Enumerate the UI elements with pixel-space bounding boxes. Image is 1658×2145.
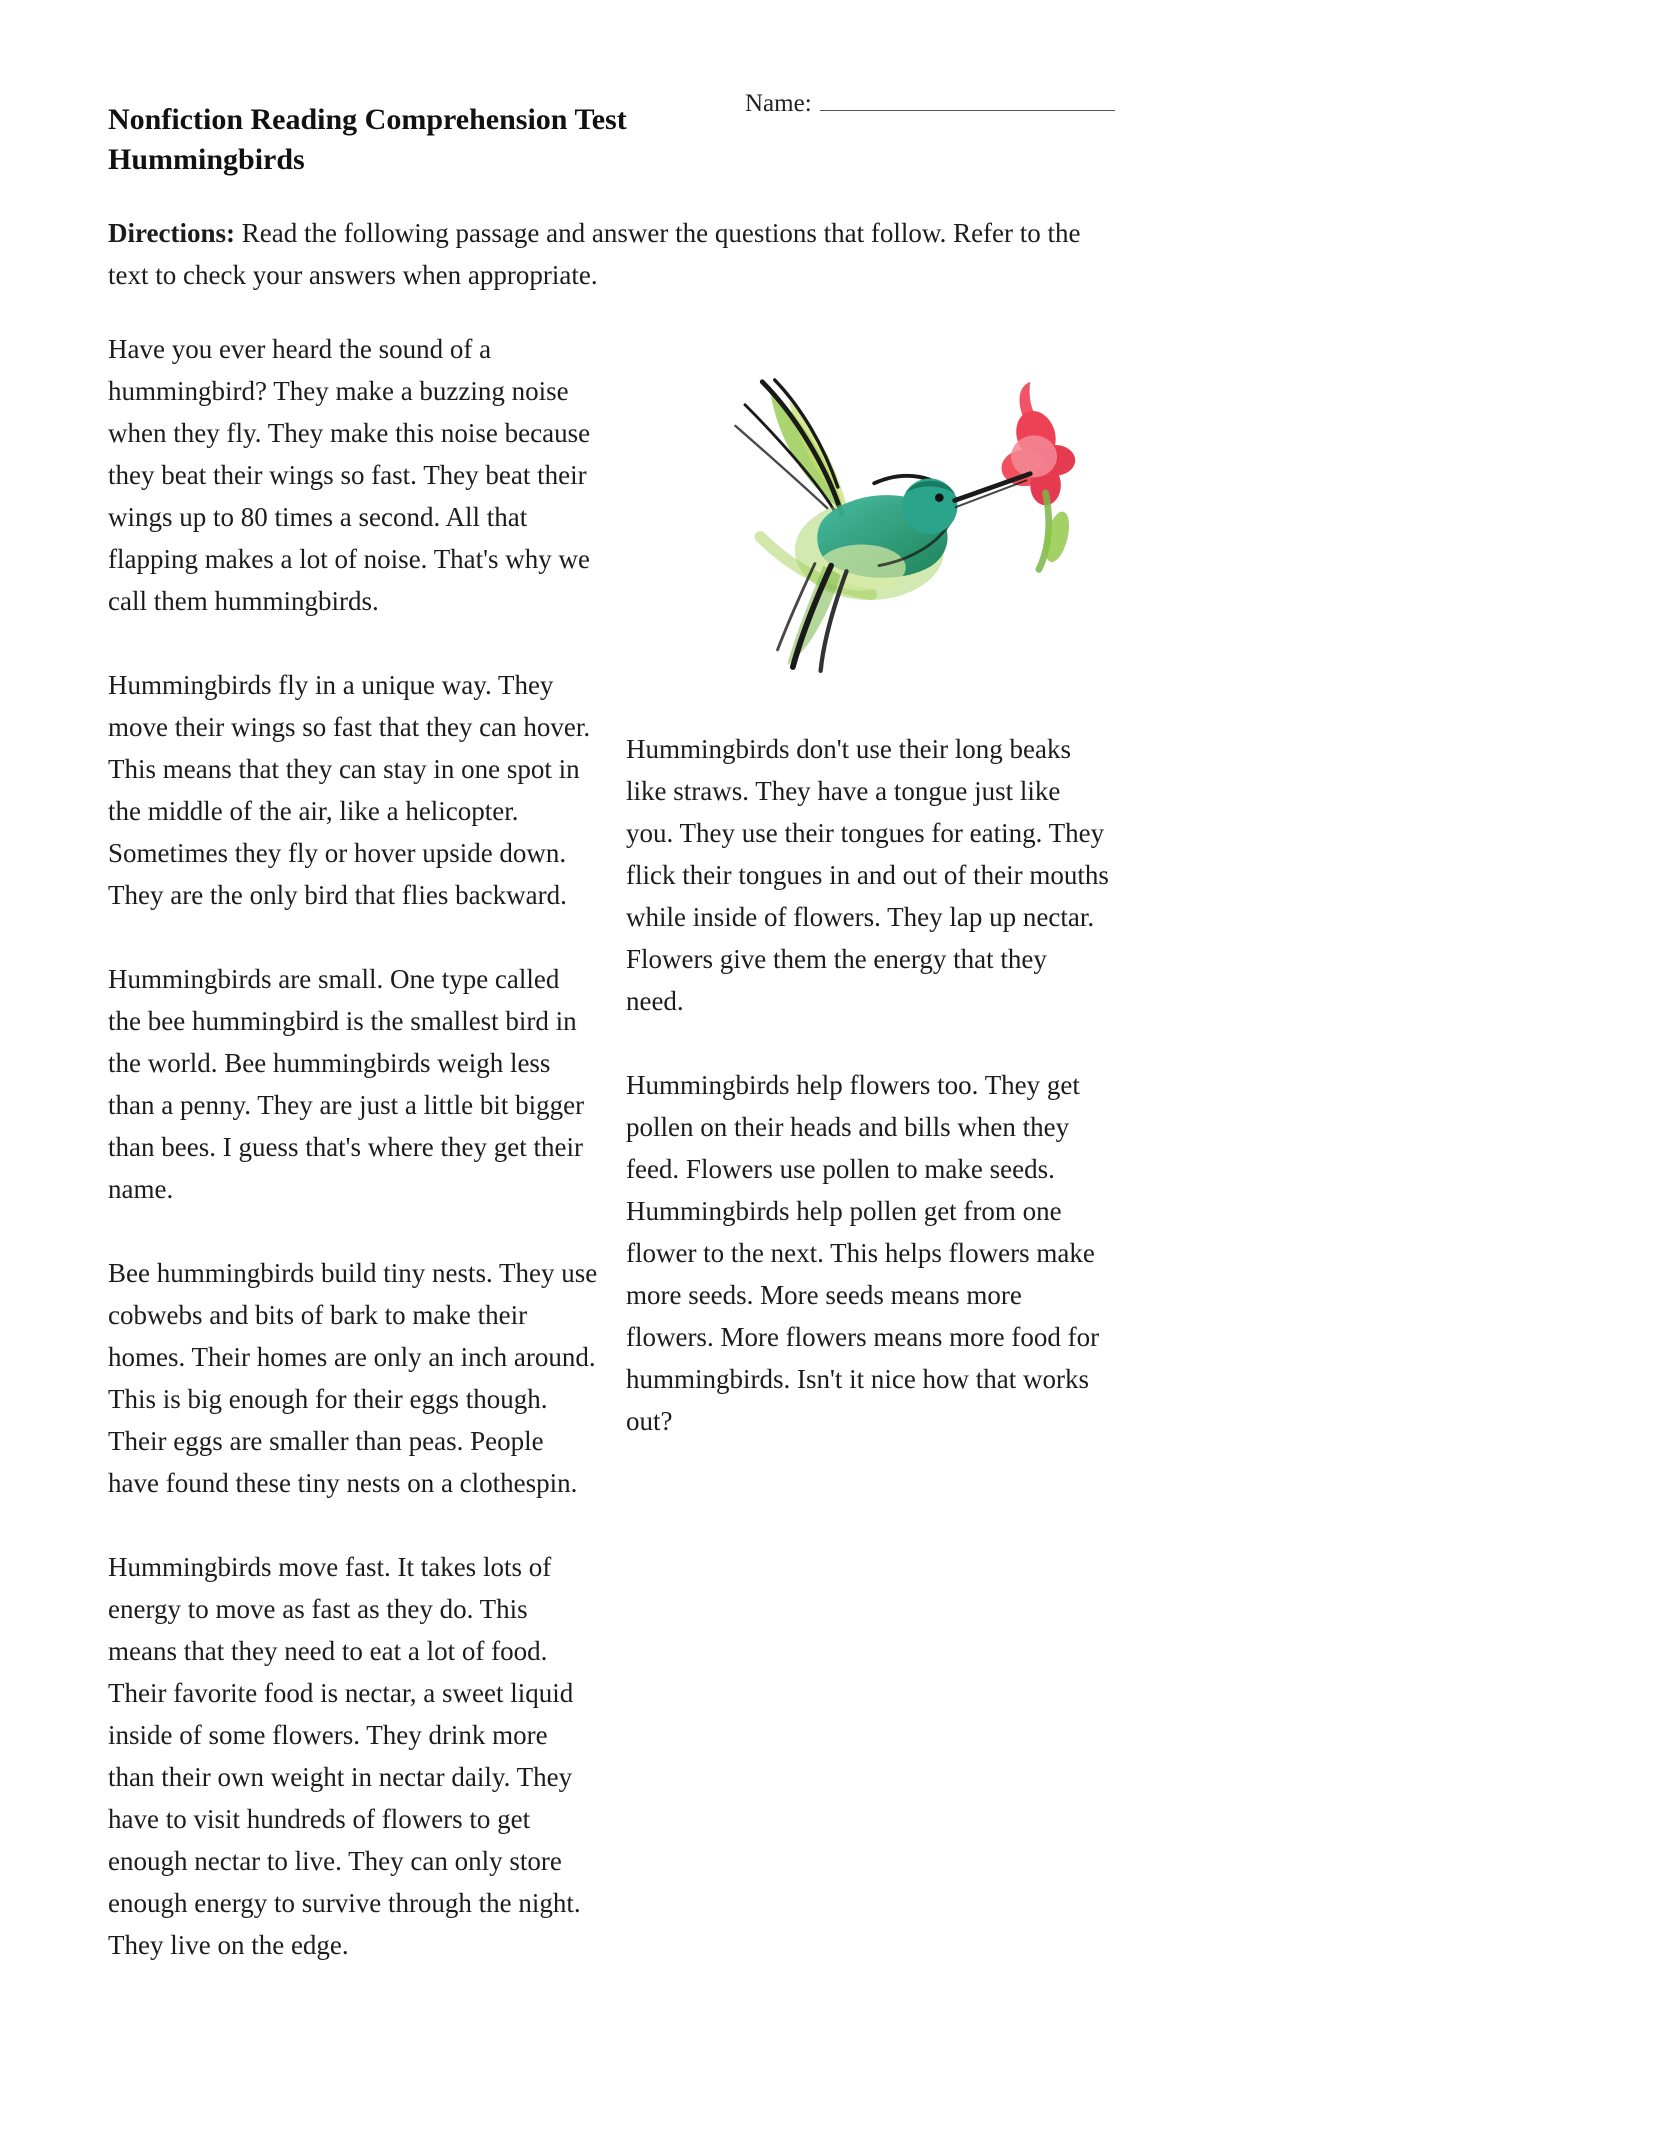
passage-paragraph-2: Hummingbirds fly in a unique way. They move their wings so fast that they can hover. This means that they can stay in one spot in the middle of the air, like a helicopter. Sometimes they fly or hover upside down. They are the only bird that flies backward. bbox=[108, 670, 591, 910]
name-field-row bbox=[745, 86, 1115, 118]
name-label: Name: bbox=[745, 90, 812, 117]
passage-paragraph-6: Hummingbirds don't use their long beaks like straws. They have a tongue just like you. They use their tongues for eating. They flick their tongues in and out of their mouths while inside of flowers. They lap up nectar. Flowers give them the energy that they need. bbox=[625, 734, 1109, 1016]
bird-beak bbox=[955, 474, 1031, 508]
hummingbird-illustration bbox=[678, 374, 1080, 694]
right-column bbox=[626, 328, 1110, 2008]
passage-columns bbox=[108, 328, 1110, 2008]
name-blank-line[interactable] bbox=[820, 86, 1115, 111]
red-flower bbox=[1001, 382, 1075, 570]
passage-paragraph-7: Hummingbirds help flowers too. They get pollen on their heads and bills when they feed. Flowers use pollen to make seeds. Hummingbirds help pollen get from one flower to the next. This helps flowers make more seeds. More seeds means more flowers. More flowers means more food for hummingbirds. Isn't it nice how that works out? bbox=[625, 1070, 1100, 1436]
directions-label: Directions: bbox=[108, 218, 235, 248]
bird-eye bbox=[935, 493, 944, 502]
passage-paragraph-1: Have you ever heard the sound of a hummingbird? They make a buzzing noise when they fly. They make this noise because they beat their wings so fast. They beat their wings up to 80 times a second. All that flapping makes a lot of noise. That's why we call them hummingbirds. bbox=[108, 334, 591, 616]
bird-head bbox=[902, 478, 958, 534]
passage-paragraph-4: Bee hummingbirds build tiny nests. They use cobwebs and bits of bark to make their homes. Their homes are only an inch around. This is big enough for their eggs though. Their eggs are smaller than peas. People have found these tiny nests on a clothespin. bbox=[108, 1258, 598, 1498]
directions bbox=[108, 212, 1103, 296]
passage-paragraph-5: Hummingbirds move fast. It takes lots of energy to move as fast as they do. This means that they need to eat a lot of food. Their favorite food is nectar, a sweet liquid inside of some flowers. They drink more than their own weight in nectar daily. They have to visit hundreds of flowers to get enough nectar to live. They can only store enough energy to survive through the night. They live on the edge. bbox=[108, 1552, 581, 1960]
title-line-1: Nonfiction Reading Comprehension Test bbox=[108, 103, 627, 136]
left-column bbox=[108, 328, 598, 2008]
hummingbird-svg bbox=[678, 374, 1080, 694]
bird-wing bbox=[735, 380, 846, 514]
passage-paragraph-3: Hummingbirds are small. One type called the bee hummingbird is the smallest bird in the world. Bee hummingbirds weigh less than a penny. They are just a little bit bigger than bees. I guess that's where they get their name. bbox=[108, 964, 585, 1204]
title-line-2: Hummingbirds bbox=[108, 143, 305, 176]
directions-text: Read the following passage and answer the questions that follow. Refer to the text to check your answers when appropriate. bbox=[108, 218, 1081, 290]
